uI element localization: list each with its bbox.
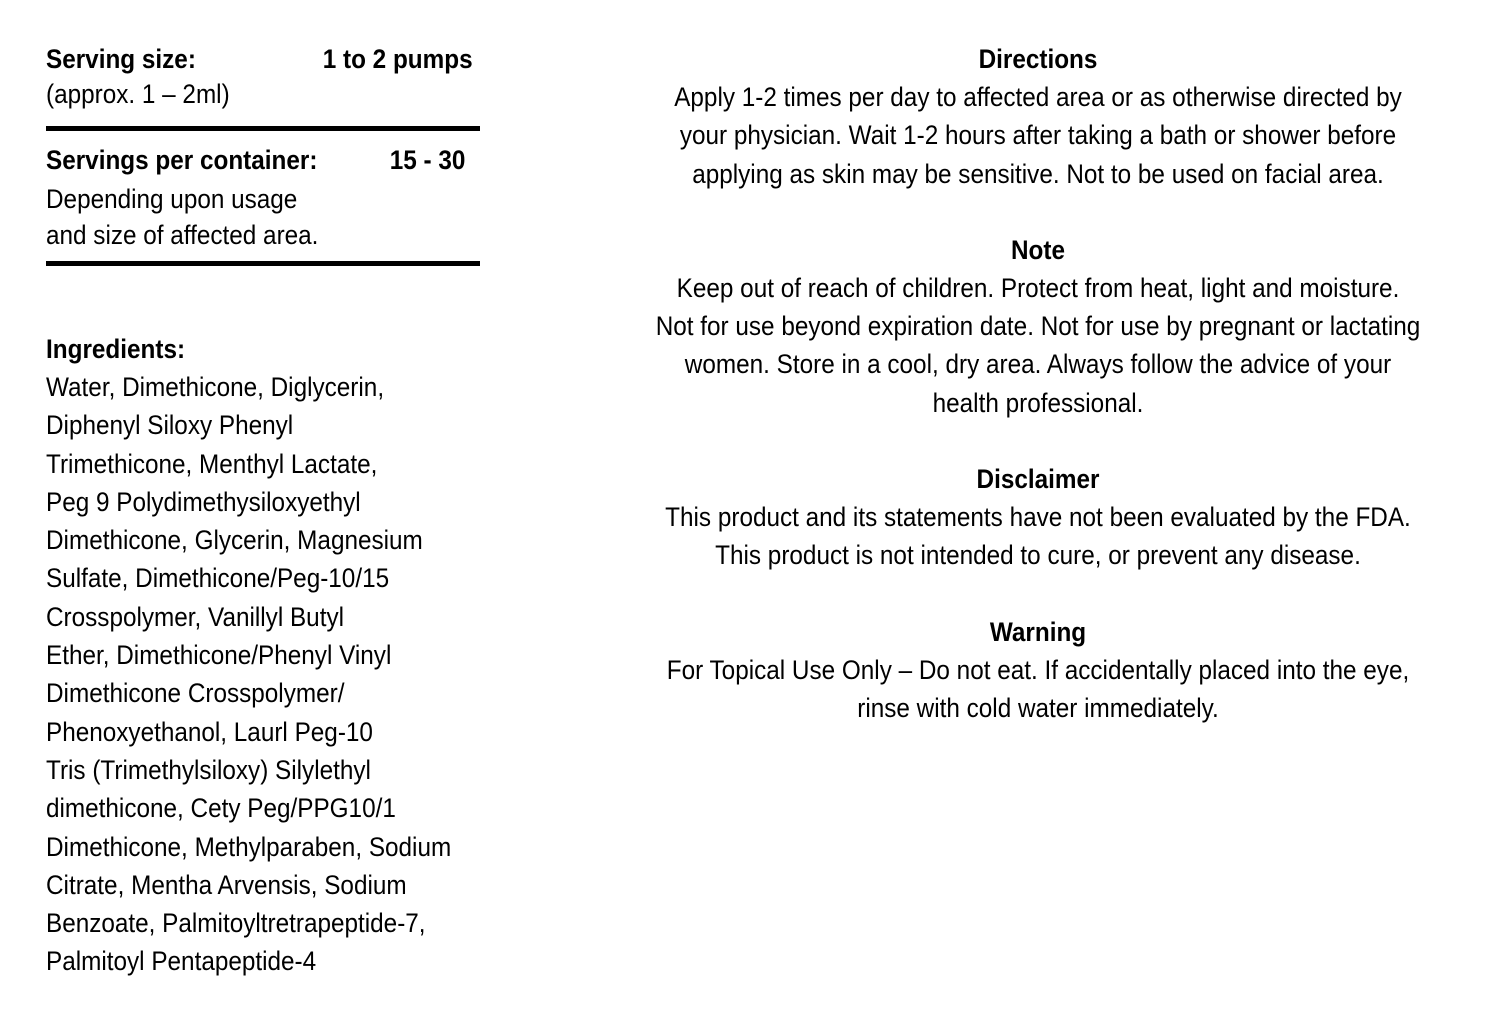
ingredient-line: Diphenyl Siloxy Phenyl xyxy=(46,410,294,441)
note-line: Keep out of reach of children. Protect from heat, light and moisture. xyxy=(676,272,1400,303)
ingredient-line: Palmitoyl Pentapeptide-4 xyxy=(46,946,317,977)
serving-size-row xyxy=(46,40,480,78)
disclaimer-line: This product and its statements have not been evaluated by the FDA. xyxy=(665,502,1411,533)
section-spacer xyxy=(576,193,1500,231)
ingredient-line: Peg 9 Polydimethysiloxyethyl xyxy=(46,486,361,517)
supplement-facts-panel xyxy=(46,40,488,981)
ingredient-line: Benzoate, Palmitoyltretrapeptide-7, xyxy=(46,908,426,939)
serving-size-note: (approx. 1 – 2ml) xyxy=(46,79,230,109)
warning-line: rinse with cold water immediately. xyxy=(857,692,1219,723)
ingredient-line: dimethicone, Cety Peg/PPG10/1 xyxy=(46,793,396,824)
section-spacer xyxy=(576,422,1500,460)
directions-section xyxy=(576,40,1500,193)
disclaimer-section xyxy=(576,460,1500,575)
ingredient-line: Dimethicone, Glycerin, Magnesium xyxy=(46,525,423,556)
ingredient-line: Citrate, Mentha Arvensis, Sodium xyxy=(46,869,407,900)
ingredient-line: Dimethicone, Methylparaben, Sodium xyxy=(46,831,452,862)
ingredient-line: Dimethicone Crosspolymer/ xyxy=(46,678,345,709)
note-line: health professional. xyxy=(932,387,1144,418)
note-heading: Note xyxy=(1011,234,1065,265)
directions-line: your physician. Wait 1-2 hours after taking a bath or shower before xyxy=(679,120,1397,151)
servings-per-container-row xyxy=(46,141,480,179)
ingredient-line: Phenoxyethanol, Laurl Peg-10 xyxy=(46,716,373,747)
section-spacer xyxy=(576,575,1500,613)
divider-rule xyxy=(46,126,480,131)
disclaimer-line: This product is not intended to cure, or prevent any disease. xyxy=(715,540,1361,571)
note-section xyxy=(576,231,1500,422)
directions-line: Apply 1-2 times per day to affected area or as otherwise directed by xyxy=(674,82,1402,112)
serving-size-label: Serving size: xyxy=(46,44,196,74)
label-text-panel xyxy=(576,40,1500,727)
ingredient-line: Trimethicone, Menthyl Lactate, xyxy=(46,448,378,479)
servings-note-line: Depending upon usage xyxy=(46,184,298,214)
ingredients-heading: Ingredients: xyxy=(46,334,186,364)
warning-line: For Topical Use Only – Do not eat. If accidentally placed into the eye, xyxy=(666,654,1410,685)
disclaimer-heading: Disclaimer xyxy=(976,464,1100,495)
ingredients-list xyxy=(46,368,488,981)
divider-rule xyxy=(46,261,480,266)
warning-section xyxy=(576,613,1500,728)
note-line: women. Store in a cool, dry area. Always follow the advice of your xyxy=(684,349,1392,380)
servings-per-container-label: Servings per container: xyxy=(46,145,318,175)
directions-heading: Directions xyxy=(978,44,1098,74)
servings-per-container-value: 15 - 30 xyxy=(389,145,466,175)
serving-size-value: 1 to 2 pumps xyxy=(322,44,473,74)
ingredient-line: Tris (Trimethylsiloxy) Silylethyl xyxy=(46,754,371,785)
ingredient-line: Crosspolymer, Vanillyl Butyl xyxy=(46,601,344,632)
note-line: Not for use beyond expiration date. Not for use by pregnant or lactating xyxy=(655,311,1421,342)
servings-note-line: and size of affected area. xyxy=(46,220,319,250)
ingredient-line: Sulfate, Dimethicone/Peg-10/15 xyxy=(46,563,390,594)
ingredient-line: Ether, Dimethicone/Phenyl Vinyl xyxy=(46,640,392,671)
warning-heading: Warning xyxy=(989,616,1087,647)
ingredient-line: Water, Dimethicone, Diglycerin, xyxy=(46,372,385,402)
directions-line: applying as skin may be sensitive. Not to be used on facial area. xyxy=(692,158,1384,189)
